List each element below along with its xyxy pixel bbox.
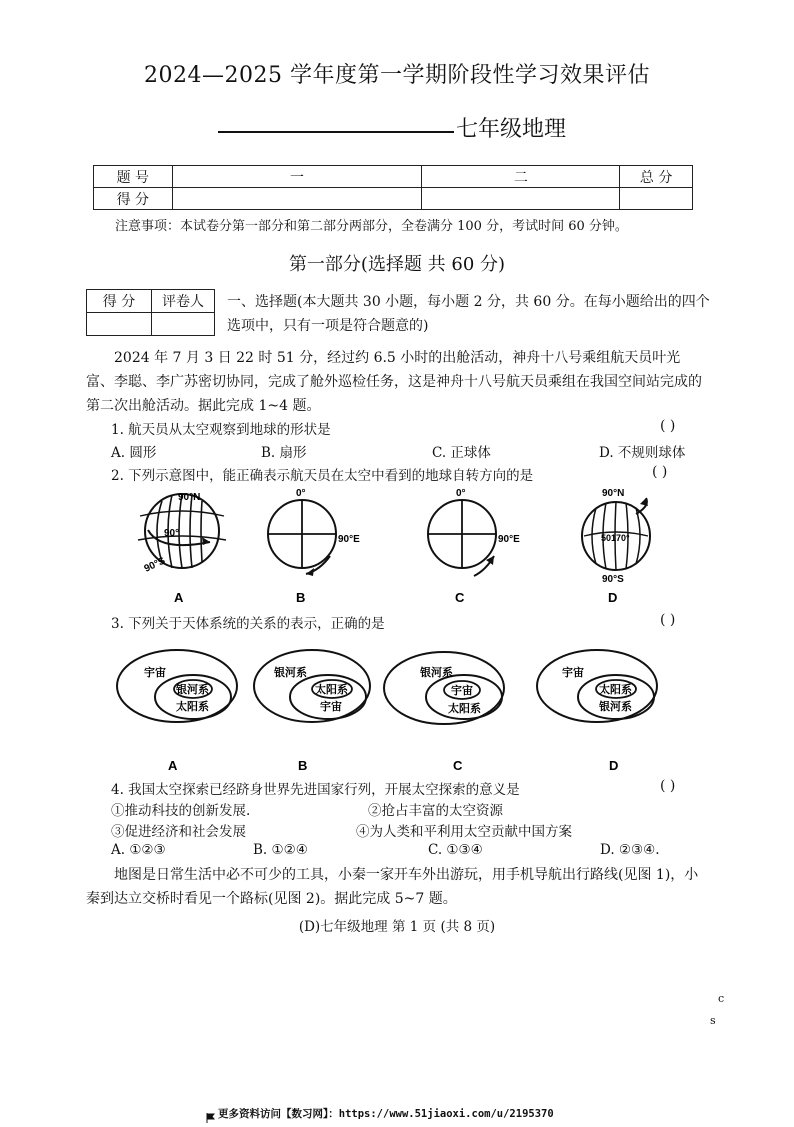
earth-rotation-diagrams xyxy=(130,484,710,612)
part-title: 第一部分(选择题 共 60 分) xyxy=(288,254,506,275)
label: 90°E xyxy=(498,534,520,545)
score-table-cell xyxy=(422,188,620,210)
label: 银河系 xyxy=(176,684,209,696)
score-table-cell xyxy=(620,188,693,210)
label: 90°E xyxy=(338,534,360,545)
option-letter: A xyxy=(168,758,178,773)
label: 90°N xyxy=(602,488,625,499)
question-4-option: B. ①②④ xyxy=(253,842,308,858)
label: 宇宙 xyxy=(451,685,473,697)
question-1-option: A. 圆形 xyxy=(111,445,157,461)
option-letter: D xyxy=(609,758,619,773)
question-4-option: C. ①③④ xyxy=(428,842,483,858)
question-1-answer-blank: ( ) xyxy=(660,418,676,434)
label: 宇宙 xyxy=(144,667,166,679)
exam-notice: 注意事项：本试卷分第一部分和第二部分两部分，全卷满分 100 分，考试时间 60 分钟。 xyxy=(115,219,628,234)
label: 太阳系 xyxy=(315,684,348,696)
option-letter: D xyxy=(608,590,618,605)
label: 0° xyxy=(456,488,466,499)
scan-mark: c xyxy=(718,992,725,1005)
question-1-option: B. 扇形 xyxy=(261,445,307,461)
earth-diagram-c xyxy=(428,488,520,605)
question-3-stem: 3. 下列关于天体系统的关系的表示，正确的是 xyxy=(111,616,385,632)
earth-diagram-a xyxy=(138,492,226,605)
label: 银河系 xyxy=(274,667,307,679)
passage-2: 地图是日常生活中必不可少的工具，小秦一家开车外出游玩，用手机导航出行路线(见图 1)，小秦到达立交桥时看见一个路标(见图 2)。据此完成 5~7 题。 xyxy=(86,867,699,907)
page-footer: (D)七年级地理 第 1 页 (共 8 页) xyxy=(298,919,496,935)
question-4-answer-blank: ( ) xyxy=(660,778,676,794)
label: 90°N xyxy=(178,492,201,503)
option-letter: A xyxy=(174,590,184,605)
question-4-item: ③促进经济和社会发展 xyxy=(111,824,246,840)
label: 太阳系 xyxy=(448,703,481,715)
label: 宇宙 xyxy=(562,667,584,679)
label: 太阳系 xyxy=(599,684,632,696)
label: 90°S xyxy=(602,574,624,585)
exam-subject: 七年级地理 xyxy=(456,117,567,142)
score-table-cell: 总 分 xyxy=(620,166,693,188)
score-table-cell: 二 xyxy=(422,166,620,188)
section-heading: 一、选择题(本大题共 30 小题，每小题 2 分，共 60 分。在每小题给出的四个选项中，只有一项是符合题意的) xyxy=(227,294,710,334)
exam-title: 2024—2025 学年度第一学期阶段性学习效果评估 xyxy=(144,63,650,88)
question-4-option: A. ①②③ xyxy=(111,842,166,858)
question-2-answer-blank: ( ) xyxy=(652,464,668,480)
question-1-option: D. 不规则球体 xyxy=(599,445,686,461)
label: 0° xyxy=(296,488,306,499)
question-1-stem: 1. 航天员从太空观察到地球的形状是 xyxy=(111,422,331,438)
celestial-system-diagrams xyxy=(110,640,670,776)
score-table-cell: 一 xyxy=(172,166,422,188)
label: 银河系 xyxy=(420,667,453,679)
score-table xyxy=(93,165,693,210)
grader-cell: 得 分 xyxy=(87,290,152,313)
celestial-diagram-c xyxy=(384,652,504,773)
school-name-blank xyxy=(218,131,454,133)
question-4-item: ④为人类和平利用太空贡献中国方案 xyxy=(356,824,572,840)
score-table-cell: 题 号 xyxy=(94,166,173,188)
celestial-diagram-a xyxy=(117,650,237,773)
question-4-option: D. ②③④. xyxy=(600,842,660,858)
celestial-diagram-d xyxy=(537,650,657,773)
flag-icon xyxy=(206,1108,214,1116)
grader-cell xyxy=(152,313,215,336)
celestial-diagram-b xyxy=(254,650,370,773)
option-letter: B xyxy=(296,590,306,605)
earth-diagram-d xyxy=(582,488,650,605)
label: 银河系 xyxy=(599,701,632,713)
question-1-option: C. 正球体 xyxy=(432,445,491,461)
option-letter: B xyxy=(298,758,308,773)
label: 宇宙 xyxy=(320,701,342,713)
option-letter: C xyxy=(453,758,463,773)
scan-mark: s xyxy=(710,1014,716,1027)
label: 90° xyxy=(164,528,180,539)
label: 90°S xyxy=(142,555,168,575)
score-table-cell: 得 分 xyxy=(94,188,173,210)
question-2-stem: 2. 下列示意图中，能正确表示航天员在太空中看到的地球自转方向的是 xyxy=(111,468,534,484)
question-3-answer-blank: ( ) xyxy=(660,612,676,628)
question-4-stem: 4. 我国太空探索已经跻身世界先进国家行列，开展太空探索的意义是 xyxy=(111,782,520,798)
label: 太阳系 xyxy=(176,701,209,713)
earth-diagram-b xyxy=(268,488,360,605)
question-4-item: ①推动科技的创新发展. xyxy=(111,803,251,819)
passage-1: 2024 年 7 月 3 日 22 时 51 分，经过约 6.5 小时的出舱活动，神舟十八号乘组航天员叶光富、李聪、李广苏密切协同，完成了舱外巡检任务，这是神舟十八号航天员乘组在我国空间站完成的第二次出舱活动。据此完成 1~4 题。 xyxy=(86,350,702,414)
grader-cell: 评卷人 xyxy=(152,290,215,313)
grader-table xyxy=(86,289,215,336)
option-letter: C xyxy=(455,590,465,605)
resource-link[interactable]: 更多资料访问【数习网】：https://www.51jiaoxi.com/u/2195370 xyxy=(218,1108,554,1120)
question-4-item: ②抢占丰富的太空资源 xyxy=(368,803,503,819)
grader-cell xyxy=(87,313,152,336)
label: 50170° xyxy=(601,533,630,543)
score-table-cell xyxy=(172,188,422,210)
